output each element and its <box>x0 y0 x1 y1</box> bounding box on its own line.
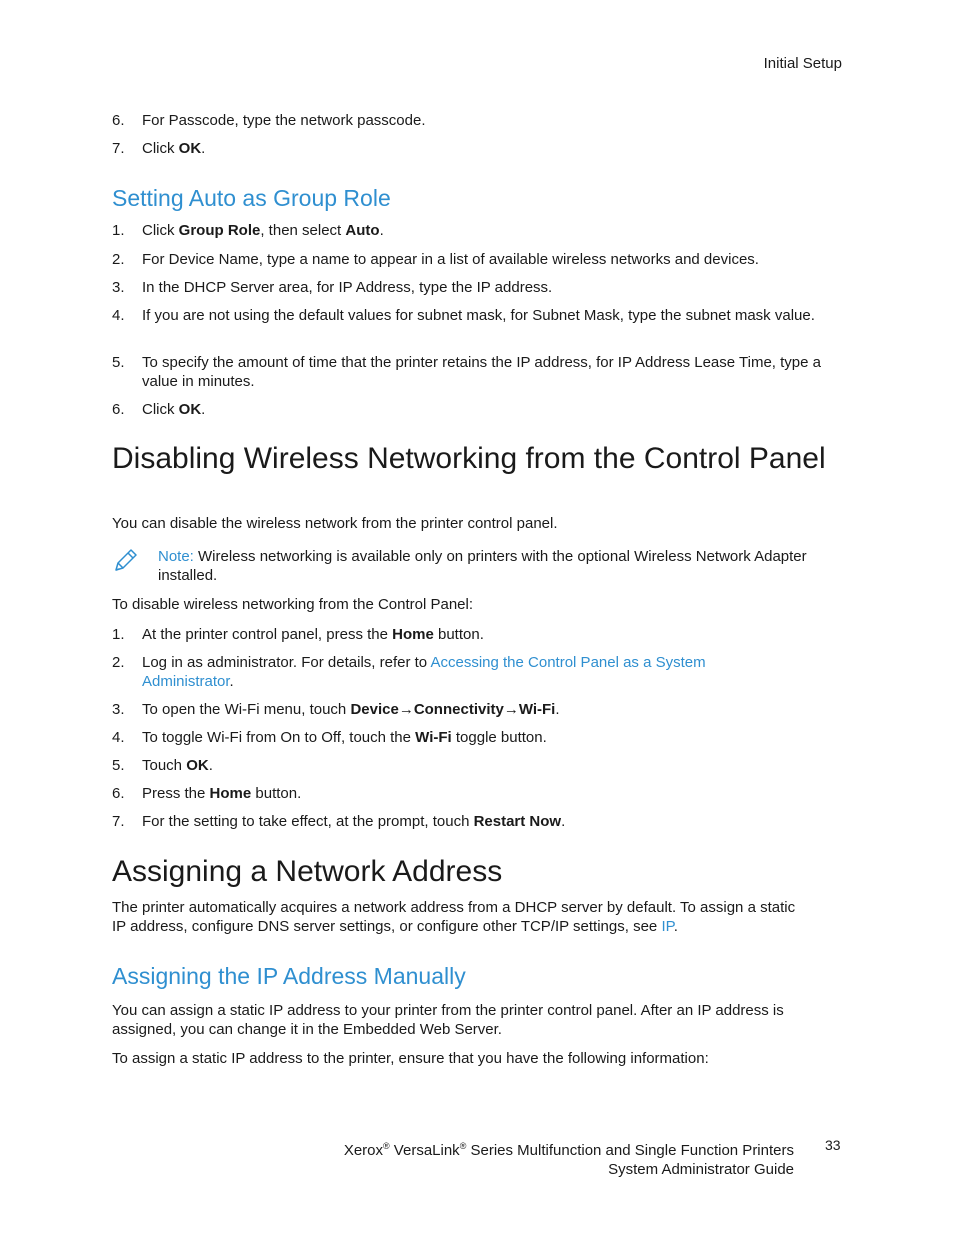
list-item: 6. For Passcode, type the network passcode. <box>112 112 426 129</box>
footer: Xerox® VersaLink® Series Multifunction and Single Function Printers System Administrator Guide <box>343 1141 794 1178</box>
note-label: Note: <box>158 548 194 565</box>
list-item: 6. Click OK. <box>112 401 206 418</box>
list-item: 2. Log in as administrator. For details, refer to Accessing the Control Panel as a System Administrator. <box>112 654 706 690</box>
lead-paragraph: To disable wireless networking from the Control Panel: <box>112 596 474 613</box>
list-item: 6. Press the Home button. <box>112 785 302 802</box>
section-heading: Assigning the IP Address Manually <box>112 963 466 989</box>
list-item: 1. At the printer control panel, press the Home button. <box>112 626 484 643</box>
list-item: 2. For Device Name, type a name to appear in a list of available wireless networks and devices. <box>112 251 759 268</box>
chapter-heading: Assigning a Network Address <box>112 855 503 888</box>
paragraph: You can assign a static IP address to your printer from the printer control panel. After an IP address is assigned, you can change it in the Embedded Web Server. <box>112 1002 784 1038</box>
paragraph: To assign a static IP address to the printer, ensure that you have the following information: <box>112 1050 709 1067</box>
paragraph: The printer automatically acquires a network address from a DHCP server by default. To assign a static IP address, configure DNS server settings, or configure other TCP/IP settings, see IP. <box>112 899 796 935</box>
list-item: 3. To open the Wi-Fi menu, touch Device→Connectivity→Wi-Fi. <box>112 701 560 718</box>
list-item: 7. Click OK. <box>112 140 206 157</box>
intro-paragraph: You can disable the wireless network from the printer control panel. <box>112 515 558 532</box>
list-item: 7. For the setting to take effect, at the prompt, touch Restart Now. <box>112 813 566 830</box>
pencil-icon <box>112 548 138 574</box>
list-item: 4. To toggle Wi-Fi from On to Off, touch the Wi-Fi toggle button. <box>112 729 547 746</box>
control-panel-admin-link[interactable]: Accessing the Control Panel as a System Administrator <box>142 654 706 690</box>
list-item: 5. To specify the amount of time that the printer retains the IP address, for IP Address Lease Time, type a value in minutes. <box>112 354 821 390</box>
chapter-heading: Disabling Wireless Networking from the Control Panel <box>112 442 826 475</box>
page-number: 33 <box>825 1137 841 1153</box>
note: Note: Wireless networking is available only on printers with the optional Wireless Network Adapter installed. <box>158 548 807 584</box>
list-item: 5. Touch OK. <box>112 757 213 774</box>
running-header: Initial Setup <box>763 55 842 72</box>
ip-link[interactable]: IP <box>661 918 674 935</box>
section-heading: Setting Auto as Group Role <box>112 185 391 211</box>
list-item: 3. In the DHCP Server area, for IP Address, type the IP address. <box>112 279 553 296</box>
list-item: 4. If you are not using the default values for subnet mask, for Subnet Mask, type the subnet mask value. <box>112 307 815 324</box>
list-item: 1. Click Group Role, then select Auto. <box>112 222 384 239</box>
